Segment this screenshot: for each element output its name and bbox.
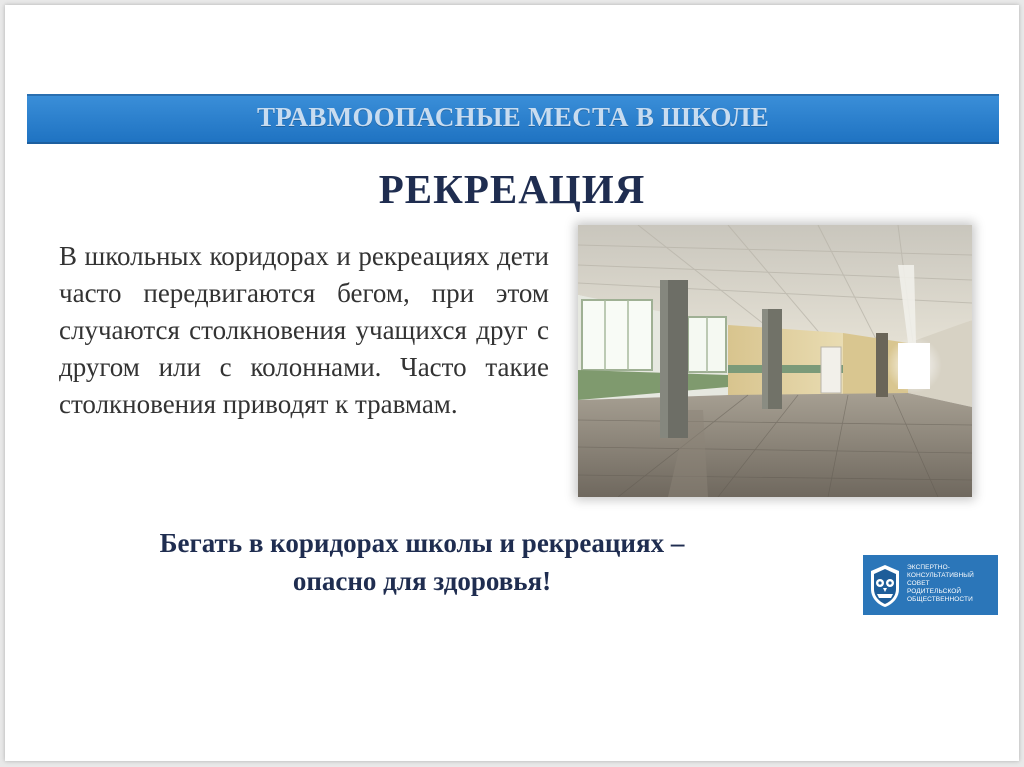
title-banner <box>27 94 999 144</box>
logo-line: ЭКСПЕРТНО- <box>907 564 951 571</box>
body-paragraph: В школьных коридорах и рекреациях дети часто передвигаются бегом, при этом случаются столкновения учащихся друг с другом или с колоннами. Часто такие столкновения приводят к травмам. <box>59 241 549 419</box>
logo-line: СОВЕТ <box>907 580 930 587</box>
logo-line: ОБЩЕСТВЕННОСТИ <box>907 596 973 603</box>
council-logo <box>863 555 998 615</box>
corridor-photo-illustration <box>578 225 972 497</box>
banner-title: ТРАВМООПАСНЫЕ МЕСТА В ШКОЛЕ <box>256 102 770 132</box>
slide-heading: РЕКРЕАЦИЯ <box>378 166 646 212</box>
slide <box>5 5 1019 761</box>
logo-line: КОНСУЛЬТАТИВНЫЙ <box>907 572 974 579</box>
warning-line-1: Бегать в коридорах школы и рекреациях – <box>159 528 685 558</box>
logo-line: РОДИТЕЛЬСКОЙ <box>907 588 962 595</box>
corridor-photo <box>578 225 972 497</box>
logo-caption <box>907 564 995 604</box>
owl-emblem-icon <box>867 561 903 609</box>
warning-line-2: опасно для здоровья! <box>292 566 552 596</box>
warning-text <box>5 524 839 600</box>
